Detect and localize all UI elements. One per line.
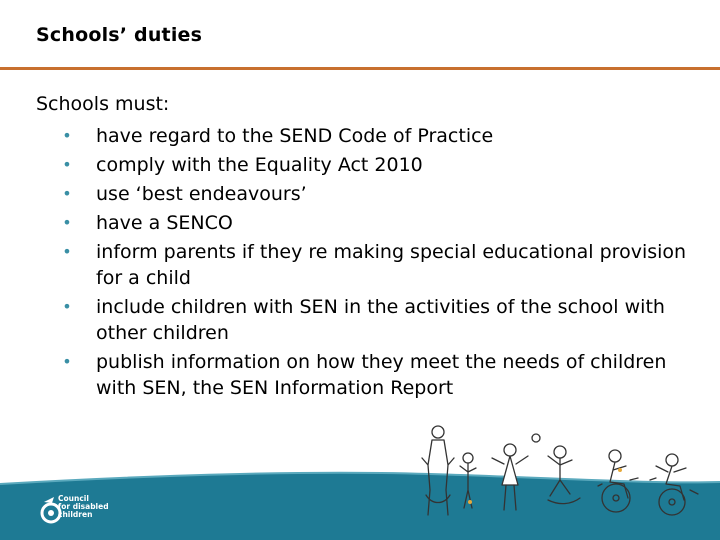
list-item [60,152,690,178]
list-item [60,210,690,236]
list-item-text: inform parents if they re making special educational provision for a child [96,241,687,289]
slide-title: Schools’ duties [36,24,203,46]
bullet-icon: • [62,297,72,316]
bullet-icon: • [62,352,72,371]
logo-line: for disabled [58,502,109,511]
list-item-text: publish information on how they meet the needs of children with SEN, the SEN Information Report [96,351,667,399]
list-item [60,181,690,207]
duties-list [60,123,690,404]
intro-text: Schools must: [36,93,170,115]
list-item-text: use ‘best endeavours’ [96,183,307,205]
logo-text [58,495,109,519]
bullet-icon: • [62,184,72,203]
list-item [60,294,690,346]
bullet-icon: • [62,242,72,261]
list-item [60,349,690,401]
list-item [60,239,690,291]
logo-line: Council [58,494,89,503]
bullet-icon: • [62,155,72,174]
bullet-icon: • [62,126,72,145]
children-playing-illustration [410,420,710,530]
list-item [60,123,690,149]
title-divider [0,67,720,70]
bullet-icon: • [62,213,72,232]
logo-line: children [58,510,93,519]
list-item-text: have a SENCO [96,212,233,234]
list-item-text: include children with SEN in the activities of the school with other children [96,296,665,344]
list-item-text: comply with the Equality Act 2010 [96,154,423,176]
list-item-text: have regard to the SEND Code of Practice [96,125,494,147]
